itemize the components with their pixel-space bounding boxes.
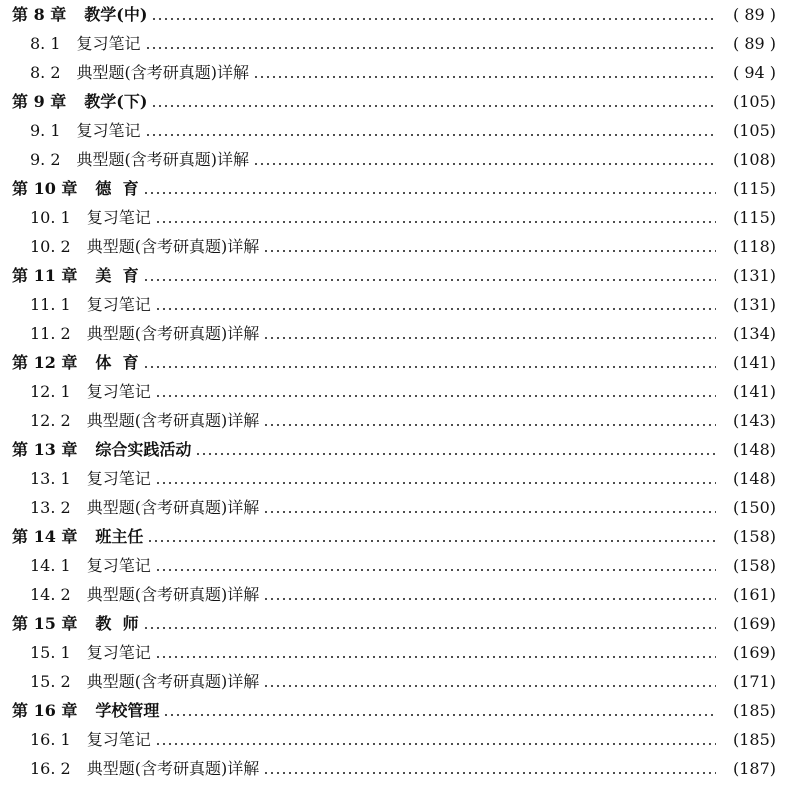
dot-leader bbox=[147, 540, 716, 542]
toc-page-number: (161) bbox=[732, 585, 776, 604]
toc-entry-heading bbox=[30, 58, 249, 87]
toc-section-row[interactable] bbox=[0, 667, 790, 696]
toc-entry-title: 复习笔记 bbox=[86, 208, 151, 227]
dot-leader bbox=[263, 424, 716, 426]
toc-page-number: (108) bbox=[732, 150, 776, 169]
toc-section-row[interactable] bbox=[0, 406, 790, 435]
dot-leader bbox=[195, 453, 716, 455]
toc-entry-number: 15. 1 bbox=[30, 643, 71, 662]
dot-leader bbox=[155, 221, 716, 223]
dot-leader bbox=[155, 656, 716, 658]
toc-entry-title: 学校管理 bbox=[95, 701, 160, 720]
toc-entry-number: 15. 2 bbox=[30, 672, 71, 691]
toc-entry-title: 典型题(含考研真题)详解 bbox=[86, 759, 260, 778]
toc-entry-number: 10. 1 bbox=[30, 208, 71, 227]
toc-section-row[interactable] bbox=[0, 638, 790, 667]
toc-entry-number: 14. 1 bbox=[30, 556, 71, 575]
toc-page-number: (131) bbox=[732, 266, 776, 285]
dot-leader bbox=[263, 685, 716, 687]
toc-page-number: (141) bbox=[732, 353, 776, 372]
toc-page-number: (171) bbox=[732, 672, 776, 691]
toc-entry-heading bbox=[12, 0, 147, 29]
toc-entry-heading bbox=[30, 464, 151, 493]
toc-entry-number: 11. 2 bbox=[30, 324, 71, 343]
toc-page-number: (105) bbox=[732, 121, 776, 140]
toc-entry-title: 体 育 bbox=[95, 353, 139, 372]
toc-section-row[interactable] bbox=[0, 580, 790, 609]
toc-entry-heading bbox=[30, 232, 259, 261]
toc-section-row[interactable] bbox=[0, 29, 790, 58]
toc-entry-heading bbox=[30, 725, 151, 754]
toc-entry-heading bbox=[30, 29, 141, 58]
toc-page-number: (148) bbox=[732, 469, 776, 488]
toc-entry-title: 复习笔记 bbox=[76, 121, 141, 140]
toc-chapter-row[interactable] bbox=[0, 609, 790, 638]
toc-entry-title: 复习笔记 bbox=[86, 730, 151, 749]
toc-page-number: (150) bbox=[732, 498, 776, 517]
toc-entry-heading bbox=[30, 319, 259, 348]
dot-leader bbox=[143, 279, 716, 281]
toc-page-number: ( 89 ) bbox=[732, 5, 776, 24]
toc-chapter-row[interactable] bbox=[0, 522, 790, 551]
toc-entry-heading bbox=[12, 174, 139, 203]
toc-entry-title: 班主任 bbox=[95, 527, 144, 546]
toc-entry-number: 9. 2 bbox=[30, 150, 61, 169]
toc-chapter-row[interactable] bbox=[0, 435, 790, 464]
dot-leader bbox=[155, 743, 716, 745]
dot-leader bbox=[155, 482, 716, 484]
dot-leader bbox=[155, 569, 716, 571]
toc-section-row[interactable] bbox=[0, 145, 790, 174]
toc-entry-heading bbox=[30, 754, 259, 783]
toc-entry-number: 第 8 章 bbox=[12, 5, 67, 24]
toc-entry-heading bbox=[30, 667, 259, 696]
dot-leader bbox=[151, 105, 716, 107]
toc-chapter-row[interactable] bbox=[0, 87, 790, 116]
toc-entry-title: 典型题(含考研真题)详解 bbox=[76, 63, 250, 82]
toc-entry-heading bbox=[30, 493, 259, 522]
dot-leader bbox=[143, 192, 716, 194]
toc-entry-title: 德 育 bbox=[95, 179, 139, 198]
toc-section-row[interactable] bbox=[0, 319, 790, 348]
toc-entry-number: 第 10 章 bbox=[12, 179, 78, 198]
toc-entry-number: 16. 1 bbox=[30, 730, 71, 749]
toc-section-row[interactable] bbox=[0, 290, 790, 319]
toc-entry-heading bbox=[30, 580, 259, 609]
dot-leader bbox=[163, 714, 716, 716]
toc-entry-heading bbox=[12, 522, 143, 551]
toc-entry-number: 13. 1 bbox=[30, 469, 71, 488]
toc-entry-number: 第 16 章 bbox=[12, 701, 78, 720]
toc-entry-heading bbox=[12, 87, 147, 116]
toc-section-row[interactable] bbox=[0, 377, 790, 406]
toc-entry-title: 典型题(含考研真题)详解 bbox=[86, 411, 260, 430]
toc-entry-number: 第 9 章 bbox=[12, 92, 67, 111]
toc-entry-number: 9. 1 bbox=[30, 121, 61, 140]
toc-entry-title: 复习笔记 bbox=[86, 469, 151, 488]
toc-entry-heading bbox=[12, 696, 159, 725]
toc-chapter-row[interactable] bbox=[0, 348, 790, 377]
toc-page-number: (187) bbox=[732, 759, 776, 778]
toc-entry-number: 第 14 章 bbox=[12, 527, 78, 546]
toc-entry-number: 第 13 章 bbox=[12, 440, 78, 459]
dot-leader bbox=[151, 18, 716, 20]
toc-entry-heading bbox=[30, 551, 151, 580]
toc-entry-title: 教学(下) bbox=[84, 92, 148, 111]
toc-entry-number: 第 12 章 bbox=[12, 353, 78, 372]
toc-entry-heading bbox=[30, 290, 151, 319]
toc-page-number: (118) bbox=[732, 237, 776, 256]
dot-leader bbox=[253, 76, 716, 78]
toc-page-number: (158) bbox=[732, 556, 776, 575]
toc-entry-title: 复习笔记 bbox=[86, 643, 151, 662]
toc-entry-heading bbox=[30, 145, 249, 174]
toc-page-number: (185) bbox=[732, 730, 776, 749]
toc-page-number: (169) bbox=[732, 614, 776, 633]
toc-entry-title: 复习笔记 bbox=[76, 34, 141, 53]
toc-entry-number: 第 15 章 bbox=[12, 614, 78, 633]
toc-entry-title: 典型题(含考研真题)详解 bbox=[86, 498, 260, 517]
toc-entry-number: 8. 2 bbox=[30, 63, 61, 82]
toc-section-row[interactable] bbox=[0, 754, 790, 783]
toc-entry-title: 综合实践活动 bbox=[95, 440, 192, 459]
toc-entry-title: 复习笔记 bbox=[86, 382, 151, 401]
toc-entry-heading bbox=[12, 435, 191, 464]
toc-page-number: (169) bbox=[732, 643, 776, 662]
toc-entry-heading bbox=[12, 609, 139, 638]
toc-page-number: (141) bbox=[732, 382, 776, 401]
toc-entry-title: 复习笔记 bbox=[86, 556, 151, 575]
toc-entry-title: 复习笔记 bbox=[86, 295, 151, 314]
toc-section-row[interactable] bbox=[0, 725, 790, 754]
toc-entry-heading bbox=[30, 377, 151, 406]
toc-page-number: ( 94 ) bbox=[732, 63, 776, 82]
toc-entry-title: 教学(中) bbox=[84, 5, 148, 24]
toc-entry-number: 11. 1 bbox=[30, 295, 71, 314]
toc-entry-heading bbox=[30, 406, 259, 435]
toc-entry-heading bbox=[12, 348, 139, 377]
toc-page-number: ( 89 ) bbox=[732, 34, 776, 53]
toc-entry-title: 典型题(含考研真题)详解 bbox=[86, 672, 260, 691]
toc-section-row[interactable] bbox=[0, 493, 790, 522]
toc-chapter-row[interactable] bbox=[0, 0, 790, 29]
toc-page-number: (143) bbox=[732, 411, 776, 430]
toc-entry-number: 13. 2 bbox=[30, 498, 71, 517]
toc-section-row[interactable] bbox=[0, 464, 790, 493]
dot-leader bbox=[253, 163, 716, 165]
toc-entry-number: 第 11 章 bbox=[12, 266, 78, 285]
toc-entry-heading bbox=[30, 638, 151, 667]
toc-entry-title: 教 师 bbox=[95, 614, 139, 633]
dot-leader bbox=[155, 395, 716, 397]
dot-leader bbox=[263, 337, 716, 339]
dot-leader bbox=[143, 627, 716, 629]
toc-entry-heading bbox=[30, 116, 141, 145]
toc-chapter-row[interactable] bbox=[0, 261, 790, 290]
toc-section-row[interactable] bbox=[0, 551, 790, 580]
dot-leader bbox=[143, 366, 716, 368]
toc-section-row[interactable] bbox=[0, 232, 790, 261]
toc-chapter-row[interactable] bbox=[0, 696, 790, 725]
dot-leader bbox=[145, 134, 716, 136]
toc-entry-heading bbox=[12, 261, 139, 290]
dot-leader bbox=[263, 511, 716, 513]
toc-section-row[interactable] bbox=[0, 203, 790, 232]
toc-entry-title: 典型题(含考研真题)详解 bbox=[76, 150, 250, 169]
toc-page-number: (115) bbox=[732, 208, 776, 227]
toc-entry-title: 典型题(含考研真题)详解 bbox=[86, 324, 260, 343]
toc-entry-title: 典型题(含考研真题)详解 bbox=[86, 237, 260, 256]
toc-entry-number: 16. 2 bbox=[30, 759, 71, 778]
toc-entry-number: 8. 1 bbox=[30, 34, 61, 53]
toc-page-number: (105) bbox=[732, 92, 776, 111]
toc-entry-number: 10. 2 bbox=[30, 237, 71, 256]
toc-entry-number: 12. 1 bbox=[30, 382, 71, 401]
toc-page-number: (115) bbox=[732, 179, 776, 198]
toc-entry-heading bbox=[30, 203, 151, 232]
toc-section-row[interactable] bbox=[0, 58, 790, 87]
toc-page-number: (148) bbox=[732, 440, 776, 459]
toc-entry-number: 12. 2 bbox=[30, 411, 71, 430]
toc-entry-title: 典型题(含考研真题)详解 bbox=[86, 585, 260, 604]
toc-page-number: (185) bbox=[732, 701, 776, 720]
dot-leader bbox=[263, 598, 716, 600]
toc-entry-title: 美 育 bbox=[95, 266, 139, 285]
toc-page-number: (131) bbox=[732, 295, 776, 314]
toc-entry-number: 14. 2 bbox=[30, 585, 71, 604]
toc-chapter-row[interactable] bbox=[0, 174, 790, 203]
toc-section-row[interactable] bbox=[0, 116, 790, 145]
toc-page-number: (158) bbox=[732, 527, 776, 546]
dot-leader bbox=[155, 308, 716, 310]
dot-leader bbox=[263, 250, 716, 252]
dot-leader bbox=[145, 47, 716, 49]
dot-leader bbox=[263, 772, 716, 774]
toc-page-number: (134) bbox=[732, 324, 776, 343]
